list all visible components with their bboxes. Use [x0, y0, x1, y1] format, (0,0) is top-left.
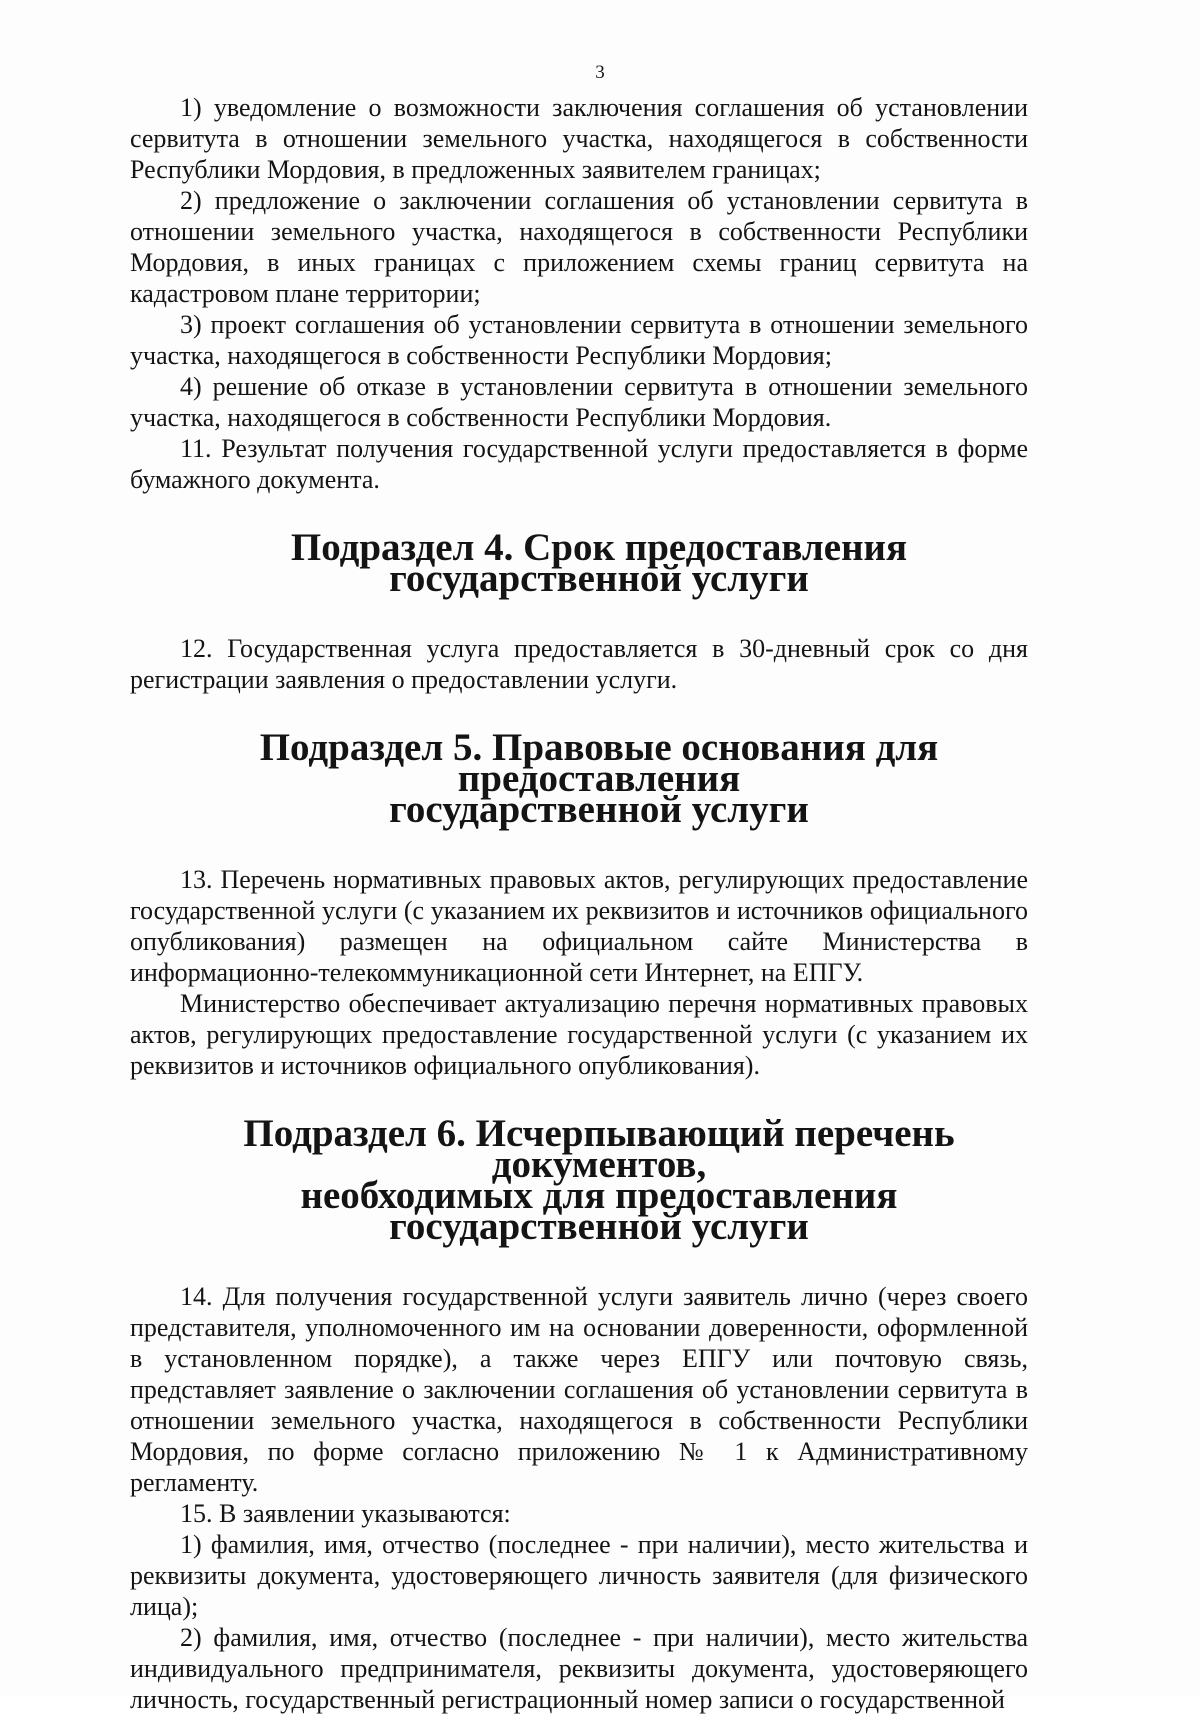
section-heading-6-line-2: необходимых для предоставления государственной услуги	[300, 1174, 898, 1248]
paragraph-result-notice: 1) уведомление о возможности заключения соглашения об установлении сервитута в отношении земельного участка, находящегося в собственности Республики Мордовия, в предложенных заявителем границах;	[130, 93, 1028, 184]
page-number: 3	[595, 62, 605, 83]
paragraph-14: 14. Для получения государственной услуги заявитель лично (через своего представителя, уполномоченного им на основании доверенности, оформленной в установленном порядке), а также через ЕПГУ или почтовую связь, представляет заявление о заключении соглашения об установлении сервитута в отношении земельного участка, находящегося в собственности Республики Мордовия, по форме согласно приложению № 1 к Административному регламенту.	[130, 1282, 1028, 1497]
paragraph-13-ministry: Министерство обеспечивает актуализацию перечня нормативных правовых актов, регулирующих предоставление государственной услуги (с указанием их реквизитов и источников официального опубликования).	[130, 989, 1028, 1080]
paragraph-11: 11. Результат получения государственной услуги предоставляется в форме бумажного документа.	[130, 434, 1028, 494]
paragraph-15-item-1: 1) фамилия, имя, отчество (последнее - при наличии), место жительства и реквизиты документа, удостоверяющего личность заявителя (для физического лица);	[130, 1530, 1028, 1621]
paragraph-result-proposal: 2) предложение о заключении соглашения об установлении сервитута в отношении земельного участка, находящегося в собственности Республики Мордовия, в иных границах с приложением схемы границ сервитута на кадастровом плане территории;	[130, 186, 1028, 308]
section-heading-4-line-1: Подраздел 4. Срок предоставления государственной услуги	[290, 526, 908, 600]
paragraph-15: 15. В заявлении указываются:	[180, 1499, 511, 1528]
paragraph-result-draft: 3) проект соглашения об установлении сервитута в отношении земельного участка, находящегося в собственности Республики Мордовия;	[130, 310, 1028, 370]
paragraph-result-refusal: 4) решение об отказе в установлении сервитута в отношении земельного участка, находящегося в собственности Республики Мордовия.	[130, 372, 1028, 432]
section-heading-5	[130, 726, 1028, 831]
paragraph-15-item-2: 2) фамилия, имя, отчество (последнее - при наличии), место жительства индивидуального предпринимателя, реквизиты документа, удостоверяющего личность, государственный регистрационный номер записи о государственной	[130, 1623, 1028, 1714]
section-heading-6-line-1: Подраздел 6. Исчерпывающий перечень документов,	[243, 1112, 955, 1186]
document-body	[130, 92, 1028, 1715]
paragraph-13: 13. Перечень нормативных правовых актов, регулирующих предоставление государственной услуги (с указанием их реквизитов и источников официального опубликования) размещен на официальном сайте Министерства в информационно-телекоммуникационной сети Интернет, на ЕПГУ.	[130, 865, 1028, 987]
section-heading-5-line-1: Подраздел 5. Правовые основания для предоставления	[259, 726, 939, 800]
paragraph-12: 12. Государственная услуга предоставляется в 30-дневный срок со дня регистрации заявления о предоставлении услуги.	[130, 634, 1028, 694]
section-heading-5-line-2: государственной услуги	[389, 788, 809, 831]
section-heading-6	[130, 1112, 1028, 1248]
section-heading-4	[130, 526, 1028, 600]
